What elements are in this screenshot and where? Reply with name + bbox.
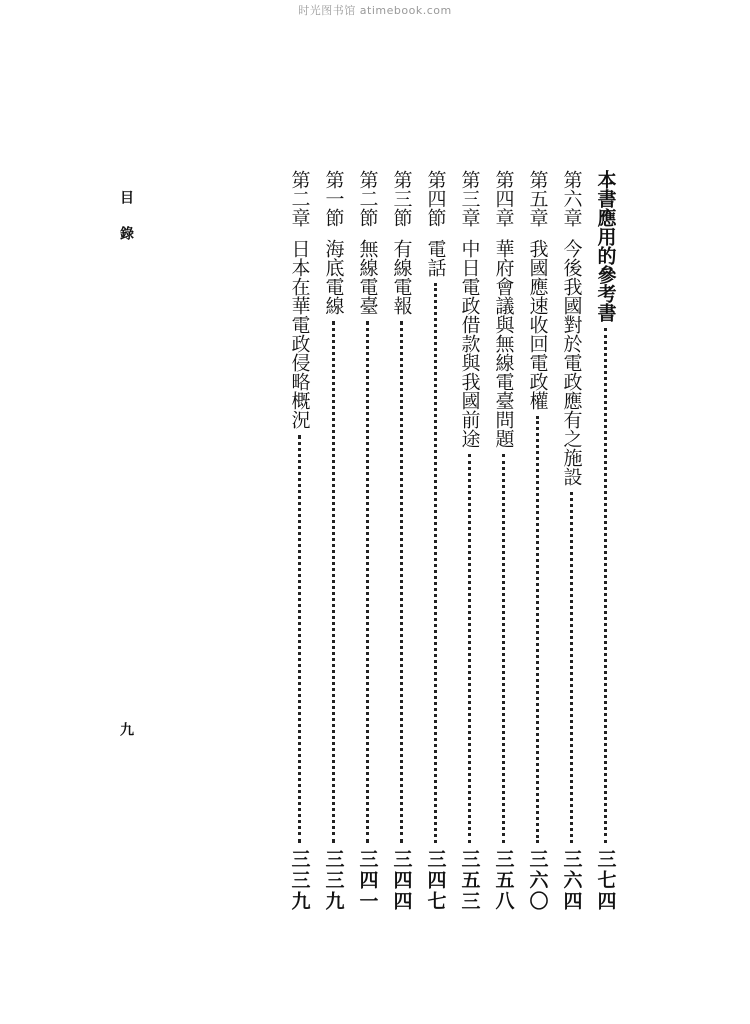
toc-entry [282, 170, 316, 912]
dot-leader [570, 492, 573, 843]
dot-leader [332, 321, 335, 843]
toc-entry-number: 第一節 [322, 170, 345, 227]
dot-leader [366, 321, 369, 843]
dot-leader [298, 435, 301, 843]
toc-entry-title: 華府會議與無線電臺問題 [492, 239, 515, 448]
toc-entry [316, 170, 350, 912]
dot-leader [468, 454, 471, 843]
dot-leader [502, 454, 505, 843]
toc-entry-title: 有線電報 [390, 239, 413, 315]
toc-entry [452, 170, 486, 912]
toc-entry-number: 第四章 [492, 170, 515, 227]
toc-entry-title: 日本在華電政侵略概況 [288, 239, 311, 429]
toc-entry [554, 170, 588, 912]
toc-entry-title: 海底電線 [322, 239, 345, 315]
toc-entry-title: 電話 [424, 239, 447, 277]
toc-entry-page: 三五八 [492, 849, 515, 912]
toc-entry-number: 第四節 [424, 170, 447, 227]
toc-entry-title: 本書應用的參考書 [594, 170, 617, 322]
toc-entry-page: 三四一 [356, 849, 379, 912]
toc-entry [588, 170, 622, 912]
dot-leader [604, 328, 607, 843]
section-title: 目錄 [118, 190, 134, 262]
toc-entry-number: 第五章 [526, 170, 549, 227]
toc-entry-number: 第二章 [288, 170, 311, 227]
watermark-text: 时光图书馆 atimebook.com [298, 4, 452, 17]
toc-entry-page: 三七四 [594, 849, 617, 912]
toc-entry-page: 三三九 [322, 849, 345, 912]
toc-entry-page: 三六〇 [526, 849, 549, 912]
toc-entry-title: 中日電政借款與我國前途 [458, 239, 481, 448]
toc-entry-page: 三五三 [458, 849, 481, 912]
toc-entry-page: 三四四 [390, 849, 413, 912]
toc-entry-number: 第二節 [356, 170, 379, 227]
toc-entry [350, 170, 384, 912]
toc-entry-title: 我國應速收回電政權 [526, 239, 549, 410]
toc-entry [384, 170, 418, 912]
toc-entry-title: 無線電臺 [356, 239, 379, 315]
toc-entry [418, 170, 452, 912]
dot-leader [400, 321, 403, 843]
table-of-contents [260, 170, 622, 912]
toc-entry-page: 三四七 [424, 849, 447, 912]
toc-entry [486, 170, 520, 912]
toc-entry-number: 第三章 [458, 170, 481, 227]
dot-leader [536, 416, 539, 843]
page-number: 九 [118, 722, 134, 736]
toc-entry [520, 170, 554, 912]
toc-entry-number: 第三節 [390, 170, 413, 227]
toc-entry-page: 三三九 [288, 849, 311, 912]
toc-entry-number: 第六章 [560, 170, 583, 227]
toc-entry-title: 今後我國對於電政應有之施設 [560, 239, 583, 486]
dot-leader [434, 283, 437, 843]
toc-entry-page: 三六四 [560, 849, 583, 912]
